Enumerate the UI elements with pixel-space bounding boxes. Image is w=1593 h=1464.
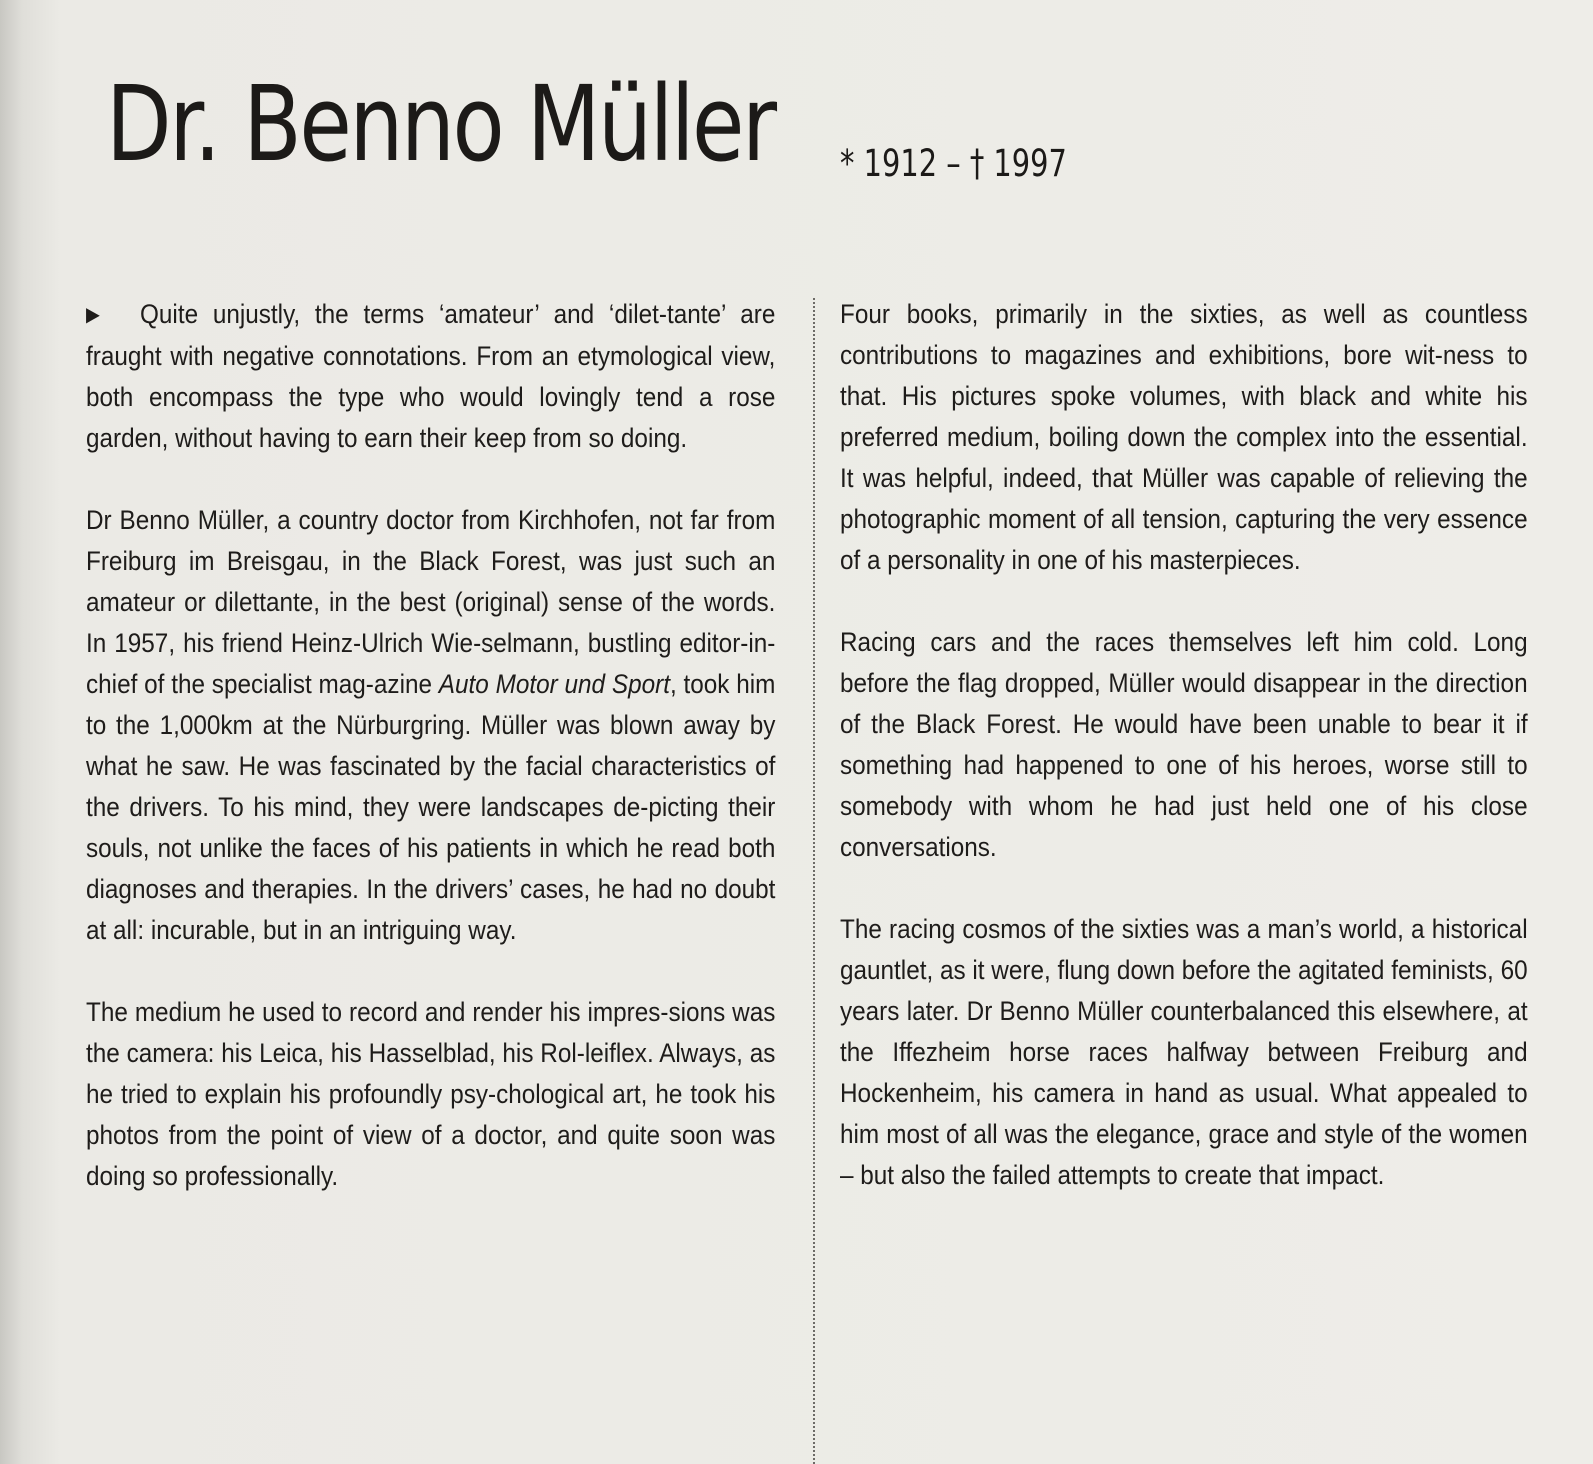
life-dates: * 1912 – † 1997 [840,142,1067,185]
paragraph-text: Quite unjustly, the terms ‘amateur’ and ‘dilet-tante’ are fraught with negative connotations. From an etymological view, both encompass the type who would lovingly tend a rose garden, without having to earn their keep from so doing. [86,299,776,453]
right-column [840,294,1528,1237]
paragraph-text: Dr Benno Müller, a country doctor from Kirchhofen, not far from Freiburg im Breisgau, in the Black Forest, was just such an amateur or dilettante, in the best (original) sense of the words. In 1957, his friend Heinz-Ulrich Wie-selmann, bustling editor-in-chief of the specialist mag-azine [86,505,776,699]
paragraph-camera: The medium he used to record and render his impres-sions was the camera: his Leica, his Hasselblad, his Rol-leiflex. Always, as he tried to explain his profoundly psy-chological art, he took his photos from the point of view of a doctor, and quite soon was doing so professionally. [86,997,776,1191]
magazine-title: Auto Motor und Sport [438,669,670,699]
paragraph-text: , took him to the 1,000km at the Nürburgring. Müller was blown away by what he saw. He was fascinated by the facial characteristics of the drivers. To his mind, they were landscapes de-picting their souls, not unlike the faces of his patients in which he read both diagnoses and therapies. In the drivers’ cases, he had no doubt at all: incurable, but in an intriguing way. [86,669,776,945]
paragraph-intro [86,294,775,459]
page-title: Dr. Benno Müller [106,63,775,185]
left-column [86,294,776,1238]
paragraph-cosmos: The racing cosmos of the sixties was a man’s world, a historical gauntlet, as it were, flung down before the agitated feminists, 60 years later. Dr Benno Müller counterbalanced this elsewhere, at the Iffezheim horse races halfway between Freiburg and Hockenheim, his camera in hand as usual. What appealed to him most of all was the elegance, grace and style of the women – but also the failed attempts to create that impact. [840,914,1528,1190]
column-divider [813,298,815,1464]
paragraph-racing: Racing cars and the races themselves left him cold. Long before the flag dropped, Müller would disappear in the direction of the Black Forest. He would have been unable to bear it if something had happened to one of his heroes, worse still to somebody with whom he had just held one of his close conversations. [840,627,1528,862]
paragraph-books: Four books, primarily in the sixties, as well as countless contributions to magazines and exhibitions, bore wit-ness to that. His pictures spoke volumes, with black and white his preferred medium, boiling down the complex into the essential. It was helpful, indeed, that Müller was capable of relieving the photographic moment of all tension, capturing the very essence of a personality in one of his masterpieces. [840,299,1528,575]
paragraph-biography [86,500,775,951]
play-arrow-icon: ▶ [86,304,100,326]
